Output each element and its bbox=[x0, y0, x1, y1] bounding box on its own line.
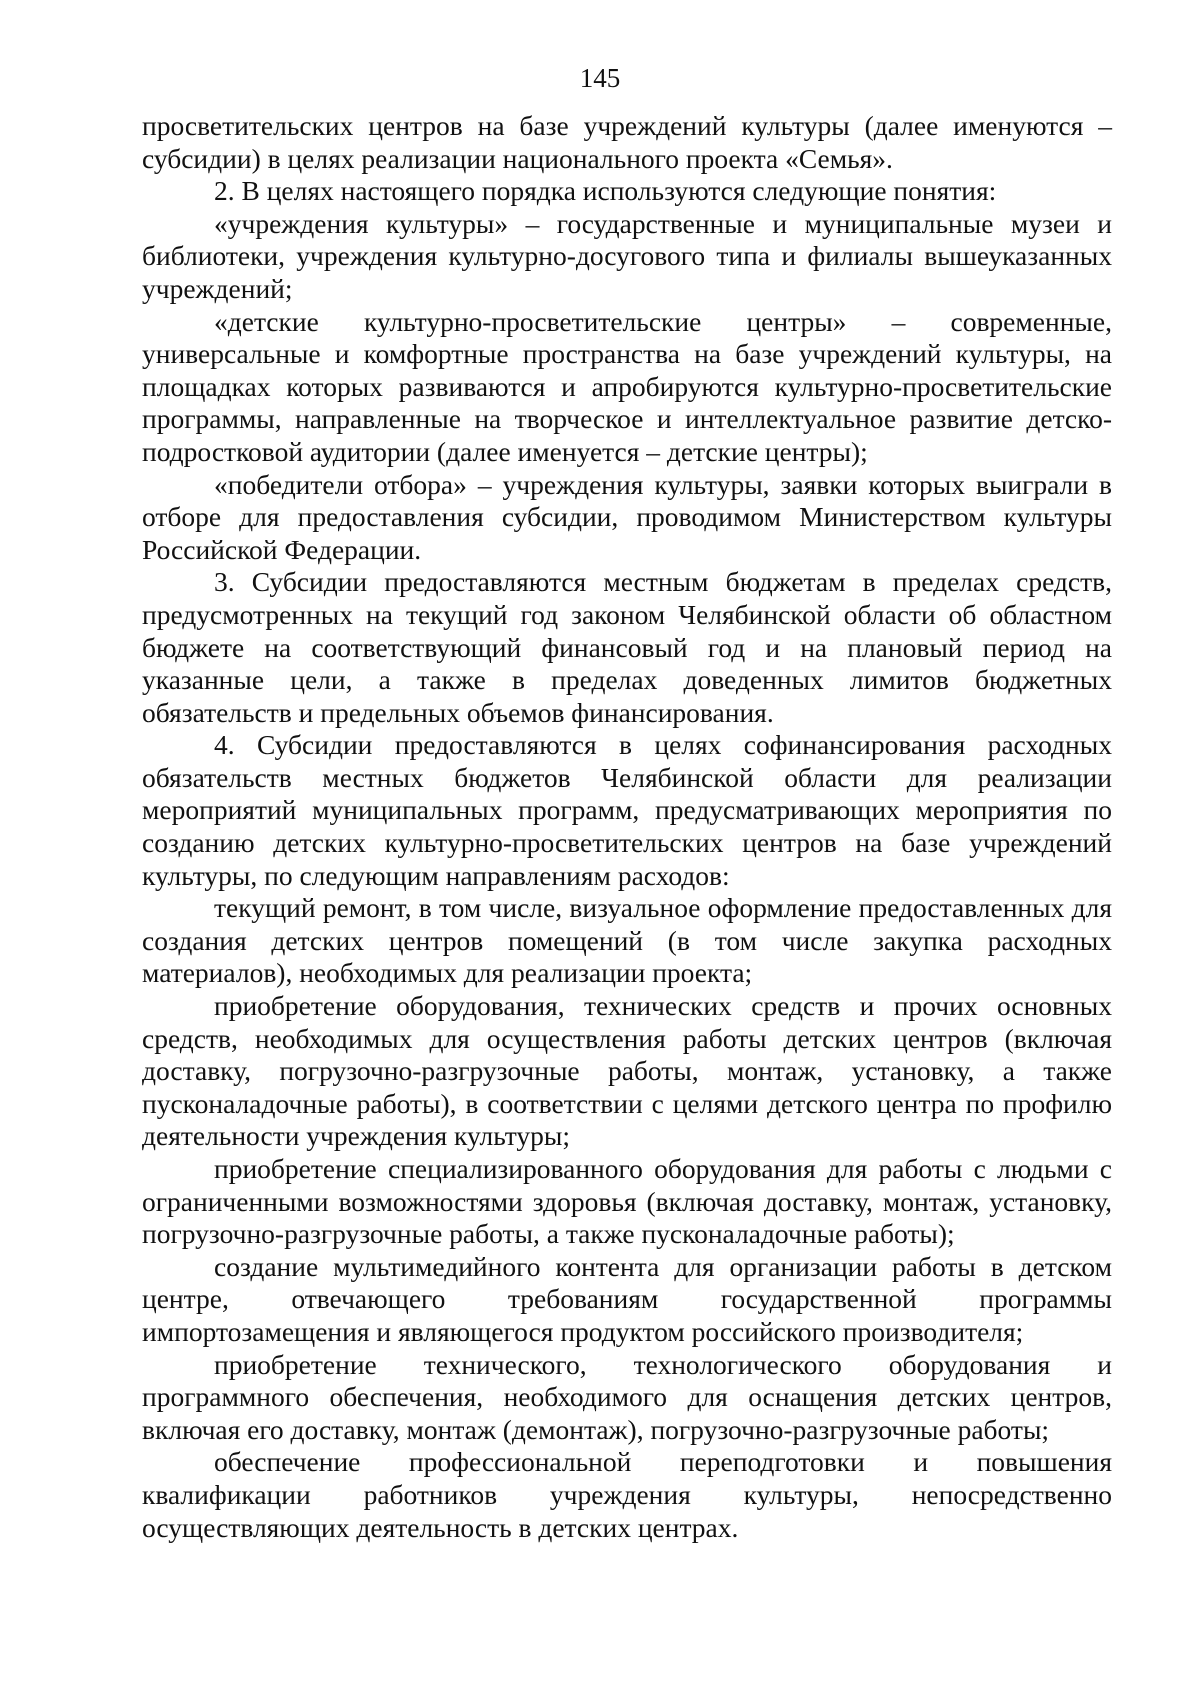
page-number: 145 bbox=[579, 63, 621, 93]
paragraph-expense-equipment: приобретение оборудования, технических средств и прочих основных средств, необходимых для осуществления работы детских центров (включая доставку, погрузочно-разгрузочные работы, монтаж, установку, а также пусконаладочные работы), в соответствии с целями детского центра по профилю деятельности учреждения культуры; bbox=[142, 990, 1112, 1152]
paragraph-item-3: 3. Субсидии предоставляются местным бюджетам в пределах средств, предусмотренных на текущий год законом Челябинской области об областном бюджете на соответствующий финансовый год и на плановый период на указанные цели, а также в пределах доведенных лимитов бюджетных обязательств и предельных объемов финансирования. bbox=[142, 566, 1112, 728]
paragraph-definition-children-centers: «детские культурно-просветительские центры» – современные, универсальные и комфортные пространства на базе учреждений культуры, на площадках которых развиваются и апробируются культурно-просветительские программы, направленные на творческое и интеллектуальное развитие детско-подростковой аудитории (далее именуется – детские центры); bbox=[142, 305, 1112, 467]
paragraph-expense-training: обеспечение профессиональной переподготовки и повышения квалификации работников учреждения культуры, непосредственно осуществляющих деятельность в детских центрах. bbox=[142, 1446, 1112, 1543]
paragraph-expense-repair: текущий ремонт, в том числе, визуальное оформление предоставленных для создания детских центров помещений (в том числе закупка расходных материалов), необходимых для реализации проекта; bbox=[142, 892, 1112, 989]
paragraph-expense-special-equipment: приобретение специализированного оборудования для работы с людьми с ограниченными возможностями здоровья (включая доставку, монтаж, установку, погрузочно-разгрузочные работы, а также пусконаладочные работы); bbox=[142, 1153, 1112, 1250]
paragraph-definition-winners: «победители отбора» – учреждения культуры, заявки которых выиграли в отборе для предоставления субсидии, проводимом Министерством культуры Российской Федерации. bbox=[142, 468, 1112, 565]
paragraph-continuation: просветительских центров на базе учреждений культуры (далее именуются – субсидии) в целях реализации национального проекта «Семья». bbox=[142, 110, 1112, 174]
paragraph-item-2: 2. В целях настоящего порядка используются следующие понятия: bbox=[214, 175, 997, 207]
paragraph-expense-software: приобретение технического, технологического оборудования и программного обеспечения, необходимого для оснащения детских центров, включая его доставку, монтаж (демонтаж), погрузочно-разгрузочные работы; bbox=[142, 1348, 1112, 1445]
document-body bbox=[142, 110, 1112, 1544]
paragraph-definition-culture-institutions: «учреждения культуры» – государственные и муниципальные музеи и библиотеки, учреждения культурно-досугового типа и филиалы вышеуказанных учреждений; bbox=[142, 207, 1112, 304]
paragraph-item-4: 4. Субсидии предоставляются в целях софинансирования расходных обязательств местных бюджетов Челябинской области для реализации мероприятий муниципальных программ, предусматривающих мероприятия по созданию детских культурно-просветительских центров на базе учреждений культуры, по следующим направлениям расходов: bbox=[142, 729, 1112, 891]
paragraph-expense-multimedia: создание мультимедийного контента для организации работы в детском центре, отвечающего требованиям государственной программы импортозамещения и являющегося продуктом российского производителя; bbox=[142, 1250, 1112, 1347]
